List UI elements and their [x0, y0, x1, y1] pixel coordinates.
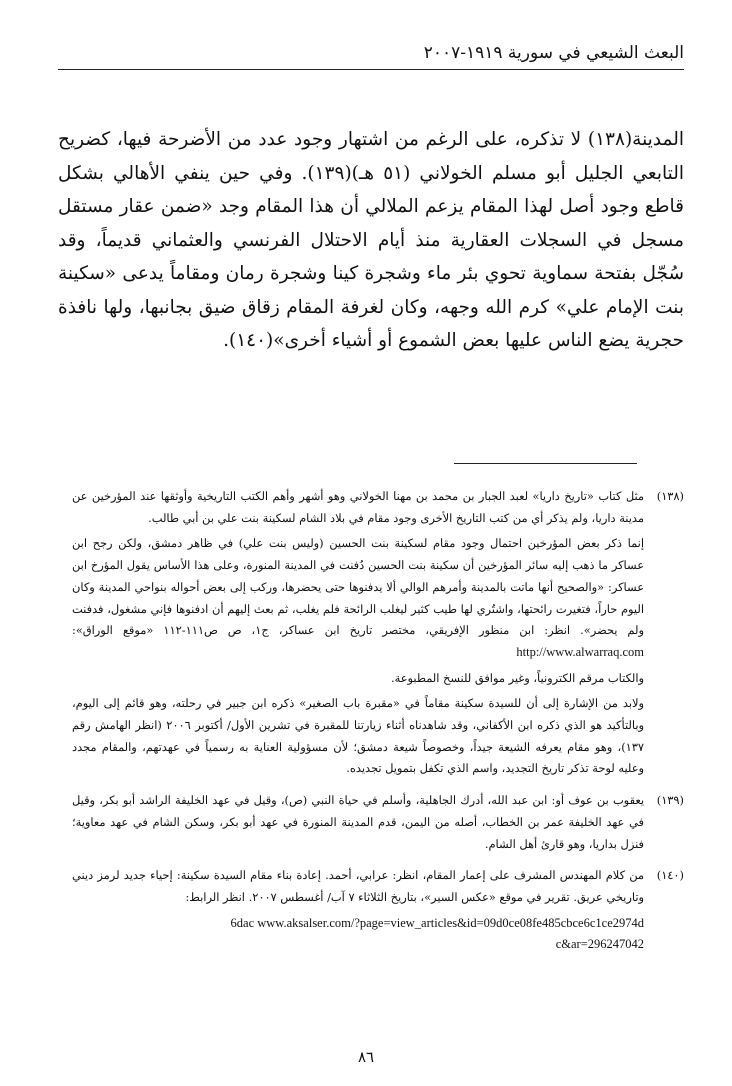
header-rule — [58, 69, 684, 70]
footnote-paragraph: والكتاب مرقم الكترونياً، وغير موافق للنسخ المطبوعة. — [391, 670, 644, 685]
footnote-body — [72, 790, 644, 855]
footnote-139 — [72, 790, 684, 855]
footnote-140 — [72, 865, 684, 956]
footnote-number: (١٤٠) — [656, 868, 684, 883]
footnote-body — [72, 865, 644, 956]
page-number: ٨٦ — [357, 1048, 375, 1066]
footnote-paragraph: من كلام المهندس المشرف على إعمار المقام، انظر: عرابي، أحمد. إعادة بناء مقام السيدة سكينة: إحياء جديد لرمز ديني وتاريخي عريق. تقرير في موقع «عكس السير»، بتاريخ الثلاثاء ٧ آب/ أغسطس ٢٠٠٧. انظر الرابط: — [72, 868, 644, 904]
footnote-paragraph — [72, 533, 644, 663]
footnote-link[interactable]: 6dac www.aksalser.com/?page=view_articles&id=09d0ce08fe485cbce6c1ce2974d — [230, 915, 644, 930]
footnote-link[interactable]: http://www.alwarraq.com — [516, 644, 644, 659]
footnote-138 — [72, 486, 684, 780]
footnote-paragraph: مثل كتاب «تاريخ داريا» لعبد الجبار بن محمد بن مهنا الخولاني وهو أشهر وأهم الكتب التاريخية وأوثقها عند المؤرخين عن مدينة داريا، ولم يذكر أي من كتب التاريخ الأخرى وجود مقام في بلاد الشام لسكينة بنت علي بن أبي طالب. — [72, 489, 644, 525]
footnote-number: (١٣٩) — [656, 793, 684, 808]
footnote-link-continuation[interactable]: c&ar=296247042 — [555, 937, 644, 952]
footnote-text: إنما ذكر بعض المؤرخين احتمال وجود مقام لسكينة بنت الحسين (وليس بنت علي) في ظاهر دمشق، ولكن رجح ابن عساكر ما ذهب إليه سائر المؤرخين أن سكينة بنت الحسين دُفنت في المدينة المنورة، وعلى هذا الأساس يقول المؤرخ ابن عساكر: «والصحيح أنها ماتت بالمدينة وأمرهم الوالي ألا يدفنوها حتى يحضرها، وركب إلى بعض أحواله بنواحي المدينة وكان اليوم حاراً، فتغيرت رائحتها، واشتُري لها طيب كثير ليغلب الرائحة فلم يغلب، ثم بعث إليهم أن ادفنوها فإني مشغول، فدفنت ولم يحضر». انظر: ابن منظور الإفريقي، مختصر تاريخ ابن عساكر، ج١، ص ص١١١-١١٢ «موقع الوراق»: — [72, 536, 644, 638]
running-header-title: البعث الشيعي في سورية ١٩١٩-٢٠٠٧ — [423, 43, 684, 63]
footnote-paragraph: ولابد من الإشارة إلى أن للسيدة سكينة مقاماً في «مقبرة باب الصغير» ذكره ابن جبير في رحلته، وهو قائم إلى اليوم، وبالتأكيد هو الذي ذكره ابن الأكفاني، وقد شاهدناه أثناء زيارتنا للمقبرة في تشرين الأول/ أكتوبر ٢٠٠٦ (انظر الهامش رقم ١٣٧)، وهو مقام يعرفه الشيعة جيداً، وخصوصاً شيعة دمشق؛ لأن مسؤولية العناية به رسمياً في عهدتهم، والمقام مجدد وعليه لوحة تذكر تاريخ التجديد، واسم الذي تكفل بتمويل تجديده. — [72, 696, 645, 776]
main-paragraph: المدينة(١٣٨) لا تذكره، على الرغم من اشتهار وجود عدد من الأضرحة فيها، كضريح التابعي الجليل أبو مسلم الخولاني (٥١ هـ)(١٣٩). وفي حين ينفي الأهالي بشكل قاطع وجود أصل لهذا المقام يزعم الملالي أن هذا المقام وجد «ضمن عقار مستقل مسجل في السجلات العقارية منذ أيام الاحتلال الفرنسي والعثماني قديماً، وقد سُجّل بفتحة سماوية تحوي بئر ماء وشجرة كينا وشجرة رمان ومقاماً يدعى «سكينة بنت الإمام علي» كرم الله وجهه، وكان لغرفة المقام زقاق ضيق بجانبها، ولها نافذة حجرية يضع الناس عليها بعض الشموع أو أشياء أخرى»(١٤٠). — [58, 129, 684, 351]
footnote-body — [72, 486, 644, 780]
footnotes-block — [72, 486, 684, 966]
footnote-paragraph: يعقوب بن عوف أو: ابن عبد الله، أدرك الجاهلية، وأسلم في حياة النبي (ص)، وقيل في عهد الخليفة الراشد أبو بكر، وقيل في عهد الخليفة عمر بن الخطاب، أصله من اليمن، قدم المدينة المنورة في عهد أبو بكر، وسكن الشام في عهد معاوية؛ فنزل بداريا، وهو قارئ أهل الشام. — [72, 793, 644, 851]
footnote-separator — [454, 463, 637, 464]
footnote-number: (١٣٨) — [656, 489, 684, 503]
main-text-block — [58, 123, 684, 358]
